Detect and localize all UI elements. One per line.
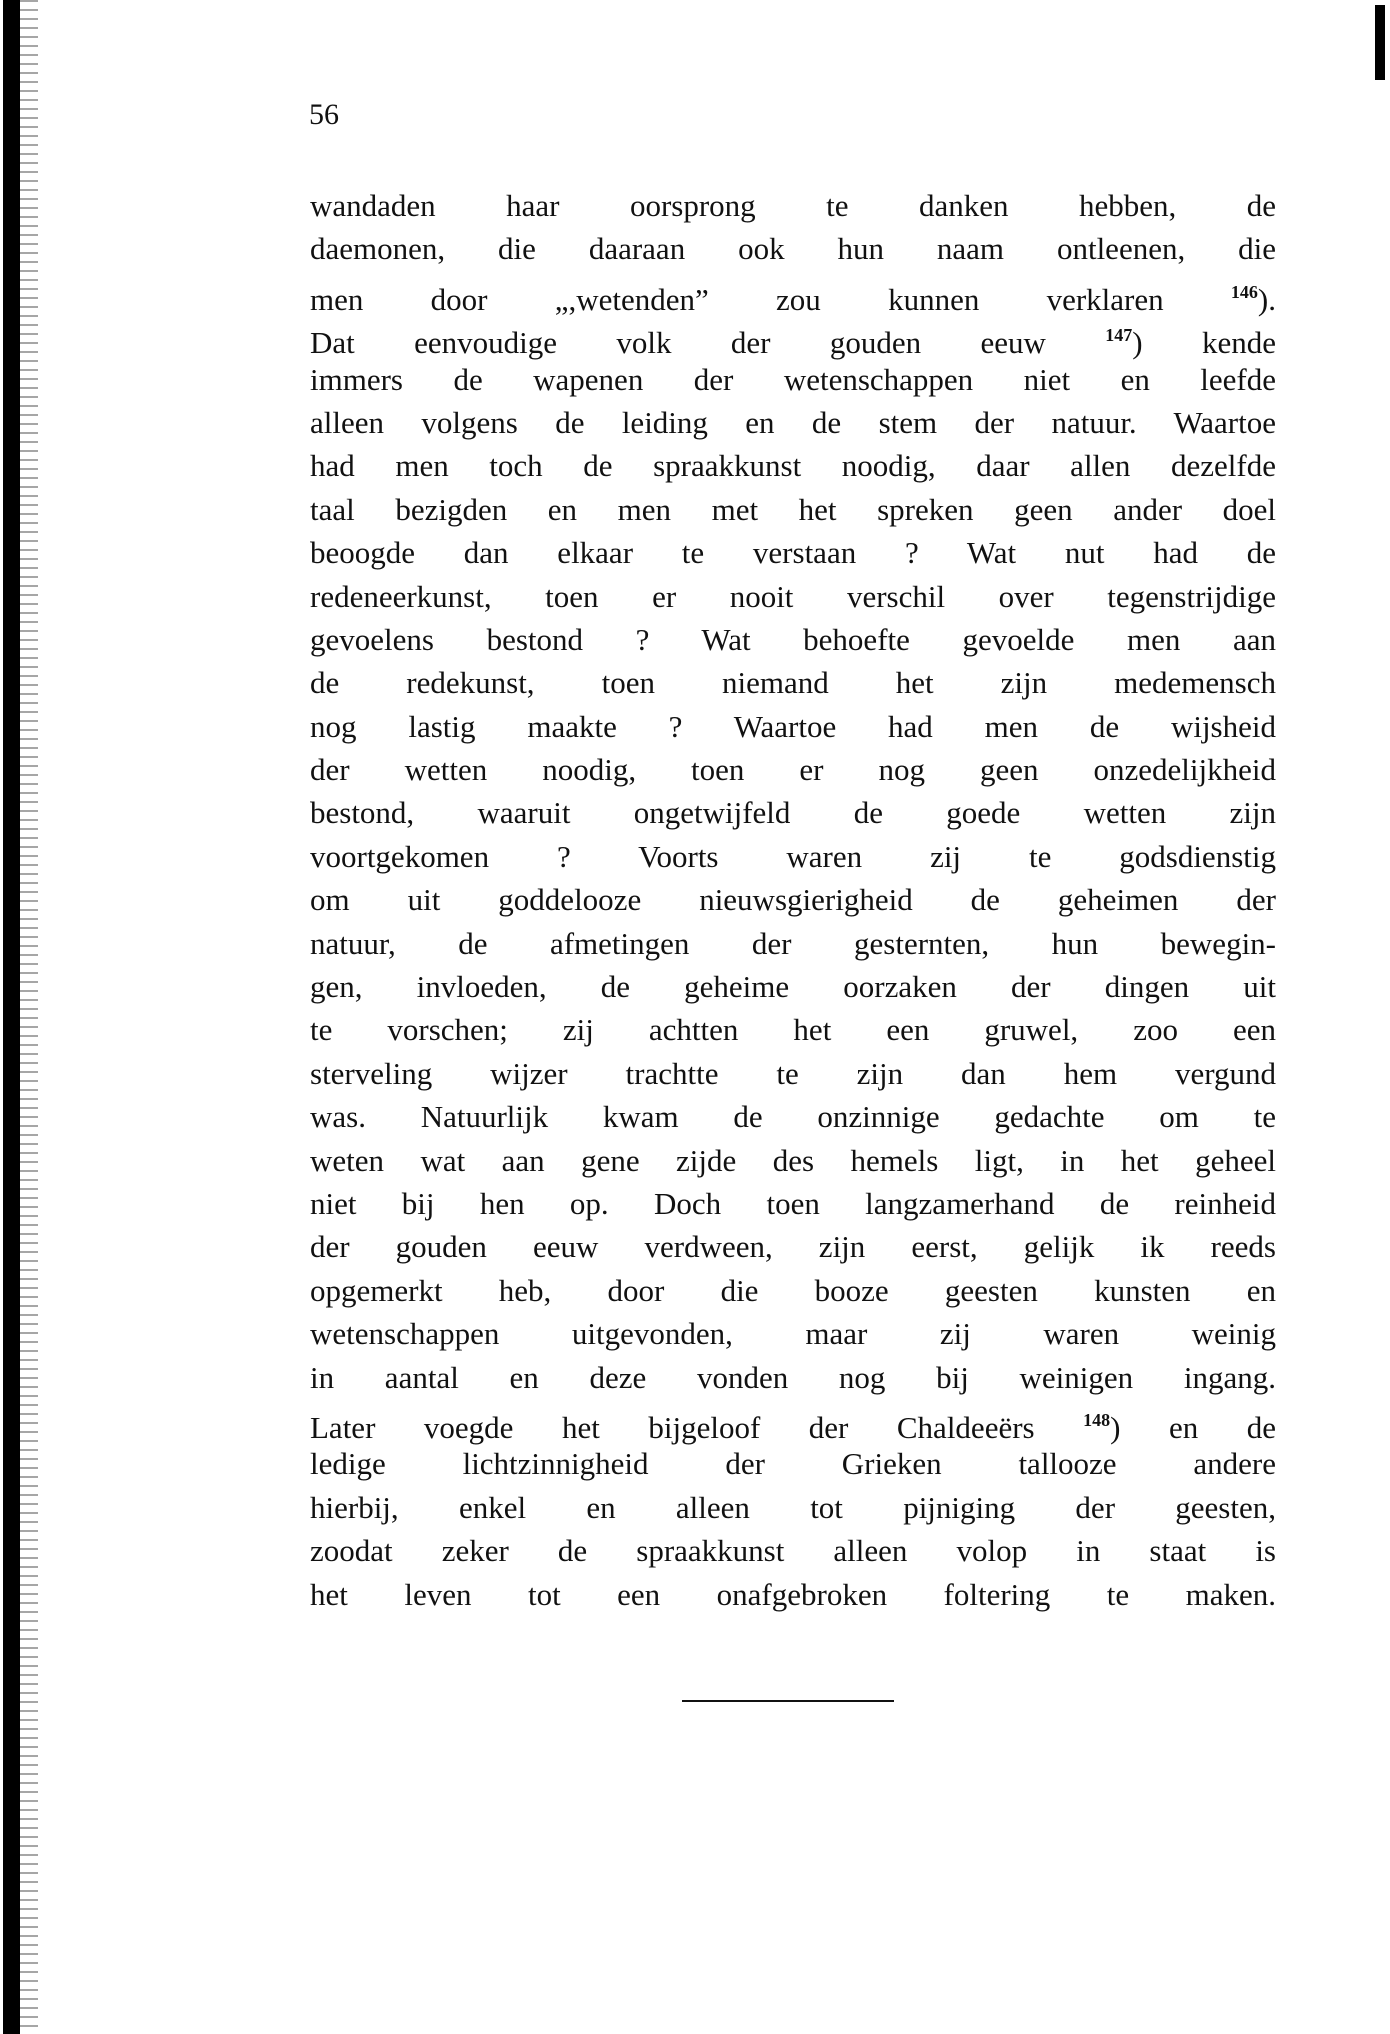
text-line bbox=[310, 271, 1276, 317]
body-text bbox=[310, 184, 1276, 1616]
line-text: wetenschappen uitgevonden, maar zij waren weinig bbox=[310, 1316, 1276, 1352]
line-text-after: ). bbox=[1257, 281, 1276, 317]
line-text: voortgekomen ? Voorts waren zij te godsdienstig bbox=[310, 838, 1276, 874]
text-line bbox=[310, 878, 1276, 921]
text-line bbox=[310, 1399, 1277, 1445]
text-line bbox=[310, 1225, 1276, 1268]
line-text: der gouden eeuw verdween, zijn eerst, gelijk ik reeds bbox=[310, 1229, 1276, 1265]
text-line bbox=[310, 1442, 1276, 1485]
page-number: 56 bbox=[309, 98, 339, 131]
text-line bbox=[310, 531, 1276, 574]
scan-edge-left bbox=[3, 0, 20, 2034]
text-line bbox=[310, 705, 1276, 748]
text-line bbox=[310, 1312, 1276, 1355]
line-text: weten wat aan gene zijde des hemels ligt, in het geheel bbox=[310, 1142, 1276, 1178]
line-text: redeneerkunst, toen er nooit verschil over tegenstrijdige bbox=[310, 578, 1276, 614]
line-text: taal bezigden en men met het spreken geen ander doel bbox=[310, 491, 1276, 527]
line-text-after: ) kende bbox=[1132, 325, 1277, 361]
footnote-ref[interactable]: 147 bbox=[1105, 325, 1133, 346]
text-line bbox=[310, 1486, 1276, 1529]
line-text: opgemerkt heb, door die booze geesten kunsten en bbox=[310, 1272, 1276, 1308]
line-text: natuur, de afmetingen der gesternten, hun bewegin- bbox=[310, 925, 1276, 961]
text-line bbox=[310, 1529, 1276, 1572]
text-line bbox=[310, 1356, 1276, 1399]
line-text: sterveling wijzer trachtte te zijn dan hem vergund bbox=[310, 1055, 1276, 1091]
line-text: gevoelens bestond ? Wat behoefte gevoelde men aan bbox=[310, 621, 1276, 657]
line-text: zoodat zeker de spraakkunst alleen volop in staat is bbox=[310, 1533, 1276, 1569]
text-line bbox=[310, 1052, 1276, 1095]
scan-edge-speckle bbox=[20, 0, 38, 2034]
text-line bbox=[310, 1008, 1276, 1051]
footnote-ref[interactable]: 148 bbox=[1083, 1409, 1111, 1430]
text-line bbox=[310, 575, 1276, 618]
text-line bbox=[310, 314, 1277, 361]
line-text: ledige lichtzinnigheid der Grieken tallooze andere bbox=[310, 1446, 1276, 1482]
line-text: Dat eenvoudige volk der gouden eeuw bbox=[310, 325, 1106, 361]
text-line bbox=[310, 791, 1276, 834]
line-text: had men toch de spraakkunst noodig, daar allen dezelfde bbox=[310, 448, 1276, 484]
line-text: in aantal en deze vonden nog bij weinigen ingang. bbox=[310, 1359, 1276, 1395]
line-text: Later voegde het bijgeloof der Chaldeeërs bbox=[310, 1409, 1084, 1445]
text-line bbox=[310, 922, 1276, 965]
line-text: om uit goddelooze nieuwsgierigheid de geheimen der bbox=[310, 882, 1276, 918]
text-line bbox=[310, 618, 1276, 661]
line-text: wandaden haar oorsprong te danken hebben, de bbox=[310, 188, 1276, 223]
line-text: het leven tot een onafgebroken foltering te maken. bbox=[310, 1576, 1276, 1612]
text-line bbox=[310, 1182, 1276, 1225]
line-text: alleen volgens de leiding en de stem der natuur. Waartoe bbox=[310, 404, 1276, 440]
line-text: te vorschen; zij achtten het een gruwel, zoo een bbox=[310, 1012, 1276, 1048]
line-text: immers de wapenen der wetenschappen niet en leefde bbox=[310, 361, 1276, 397]
line-text: bestond, waaruit ongetwijfeld de goede wetten zijn bbox=[310, 795, 1276, 831]
text-line bbox=[310, 835, 1276, 878]
line-text: der wetten noodig, toen er nog geen onzedelijkheid bbox=[310, 752, 1276, 788]
scan-mark-right bbox=[1375, 5, 1385, 80]
text-line bbox=[310, 1139, 1276, 1182]
text-line bbox=[310, 1095, 1276, 1138]
line-text: hierbij, enkel en alleen tot pijniging der geesten, bbox=[310, 1489, 1276, 1525]
text-line bbox=[310, 401, 1276, 444]
text-line bbox=[310, 444, 1276, 487]
text-line bbox=[310, 1573, 1276, 1616]
text-line bbox=[310, 227, 1276, 270]
text-line bbox=[310, 965, 1276, 1008]
line-text: niet bij hen op. Doch toen langzamerhand de reinheid bbox=[310, 1185, 1276, 1221]
text-line bbox=[310, 661, 1276, 704]
text-line bbox=[310, 748, 1276, 791]
line-text: men door „,wetenden” zou kunnen verklaren bbox=[310, 281, 1231, 317]
line-text: daemonen, die daaraan ook hun naam ontleenen, die bbox=[310, 231, 1276, 267]
text-line bbox=[310, 1269, 1276, 1312]
section-end-rule bbox=[682, 1700, 894, 1702]
line-text-after: ) en de bbox=[1110, 1409, 1277, 1445]
text-line bbox=[310, 488, 1276, 531]
line-text: gen, invloeden, de geheime oorzaken der dingen uit bbox=[310, 969, 1276, 1005]
line-text: beoogde dan elkaar te verstaan ? Wat nut had de bbox=[310, 535, 1276, 571]
line-text: de redekunst, toen niemand het zijn medemensch bbox=[310, 665, 1276, 701]
text-line bbox=[310, 358, 1276, 401]
line-text: was. Natuurlijk kwam de onzinnige gedachte om te bbox=[310, 1099, 1276, 1135]
footnote-ref[interactable]: 146 bbox=[1230, 281, 1258, 302]
line-text: nog lastig maakte ? Waartoe had men de wijsheid bbox=[310, 708, 1276, 744]
text-line bbox=[310, 184, 1276, 227]
